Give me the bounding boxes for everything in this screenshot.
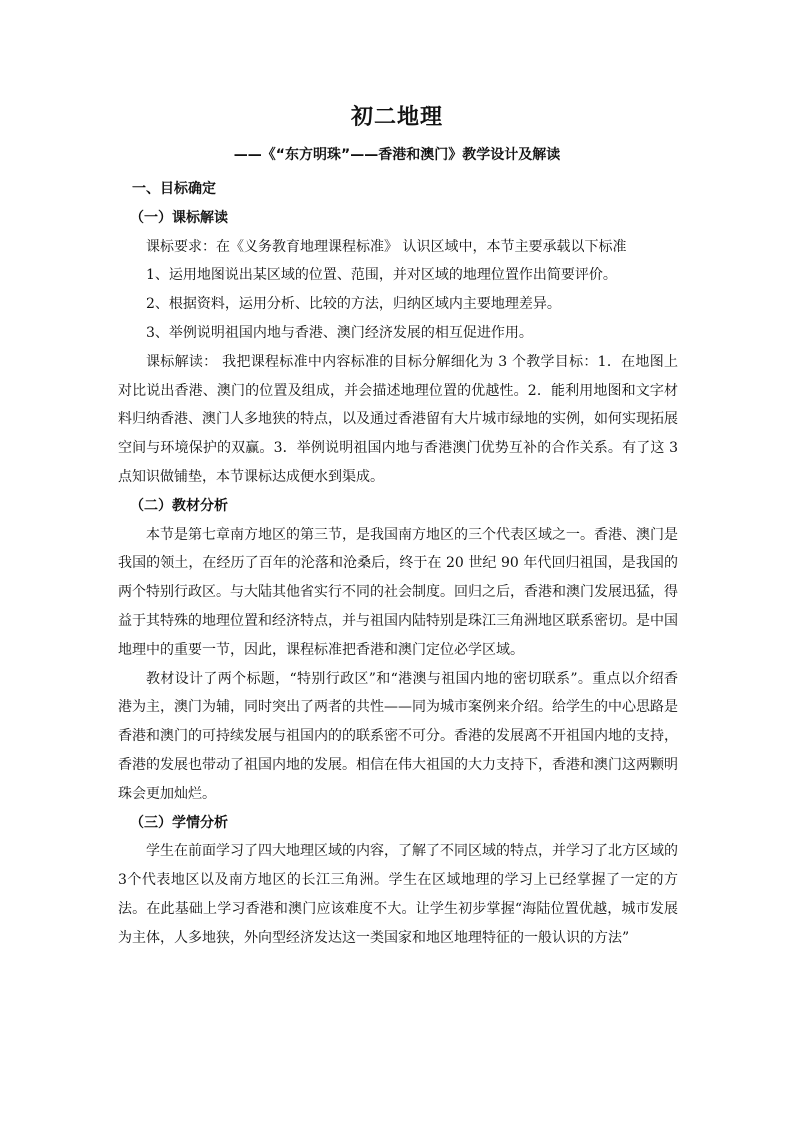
learner-analysis-paragraph: 学生在前面学习了四大地理区域的内容，了解了不同区域的特点，并学习了北方区域的3个代表地区以及南方地区的长江三角洲。学生在区域地理的学习上已经掌握了一定的方法。在此基础上学习香港和澳门应该难度不大。让学生初步掌握“海陆位置优越，城市发展为主体，人多地狭，外向型经济发达这一类国家和地区地理特征的一般认识的方法”: [118, 843, 678, 946]
subsection-heading-curriculum: （一）课标解读: [130, 209, 228, 226]
document-body: [118, 175, 678, 953]
curriculum-requirement: 课标要求：在《义务教育地理课程标准》 认识区域中，本节主要承载以下标准: [146, 238, 627, 255]
section-heading-goals: 一、目标确定: [132, 181, 216, 197]
page-title: 初二地理: [350, 105, 443, 130]
textbook-analysis-paragraph-2: 教材设计了两个标题，“特别行政区”和“港澳与祖国内地的密切联系”。重点以介绍香港为主，澳门为辅，同时突出了两者的共性——同为城市案例来介绍。给学生的中心思路是香港和澳门的可持续发展与祖国内的的联系密不可分。香港的发展离不开祖国内地的支持，香港的发展也带动了祖国内地的发展。相信在伟大祖国的大力支持下，香港和澳门这两颗明珠会更加灿烂。: [118, 670, 678, 802]
curriculum-interpretation: 课标解读： 我把课程标准中内容标准的目标分解细化为 3 个教学目标：1．在地图上对比说出香港、澳门的位置及组成，并会描述地理位置的优越性。2．能利用地图和文字材料归纳香港、澳门人多地狭的特点，以及通过香港留有大片城市绿地的实例，如何实现拓展空间与环境保护的双赢。3．举例说明祖国内地与香港澳门优势互补的合作关系。有了这 3 点知识做铺垫，本节课标达成便水到渠成。: [118, 353, 678, 485]
subsection-heading-learners: （三）学情分析: [130, 814, 228, 831]
standard-item-2: 2、根据资料，运用分析、比较的方法，归纳区域内主要地理差异。: [146, 296, 561, 313]
subsection-heading-textbook: （二）教材分析: [130, 497, 228, 514]
textbook-analysis-paragraph-1: 本节是第七章南方地区的第三节，是我国南方地区的三个代表区域之一。香港、澳门是我国的领土，在经历了百年的沦落和沧桑后，终于在 20 世纪 90 年代回归祖国，是我国的两个特别行政区。与大陆其他省实行不同的社会制度。回归之后，香港和澳门发展迅猛，得益于其特殊的地理位置和经济特点，并与祖国内陆特别是珠江三角洲地区联系密切。是中国地理中的重要一节，因此，课程标准把香港和澳门定位必学区域。: [118, 526, 678, 658]
page-subtitle: ——《“东方明珠”——香港和澳门》教学设计及解读: [233, 147, 561, 163]
standard-item-1: 1、运用地图说出某区域的位置、范围，并对区域的地理位置作出简要评价。: [146, 267, 617, 284]
standard-item-3: 3、举例说明祖国内地与香港、澳门经济发展的相互促进作用。: [146, 324, 533, 341]
